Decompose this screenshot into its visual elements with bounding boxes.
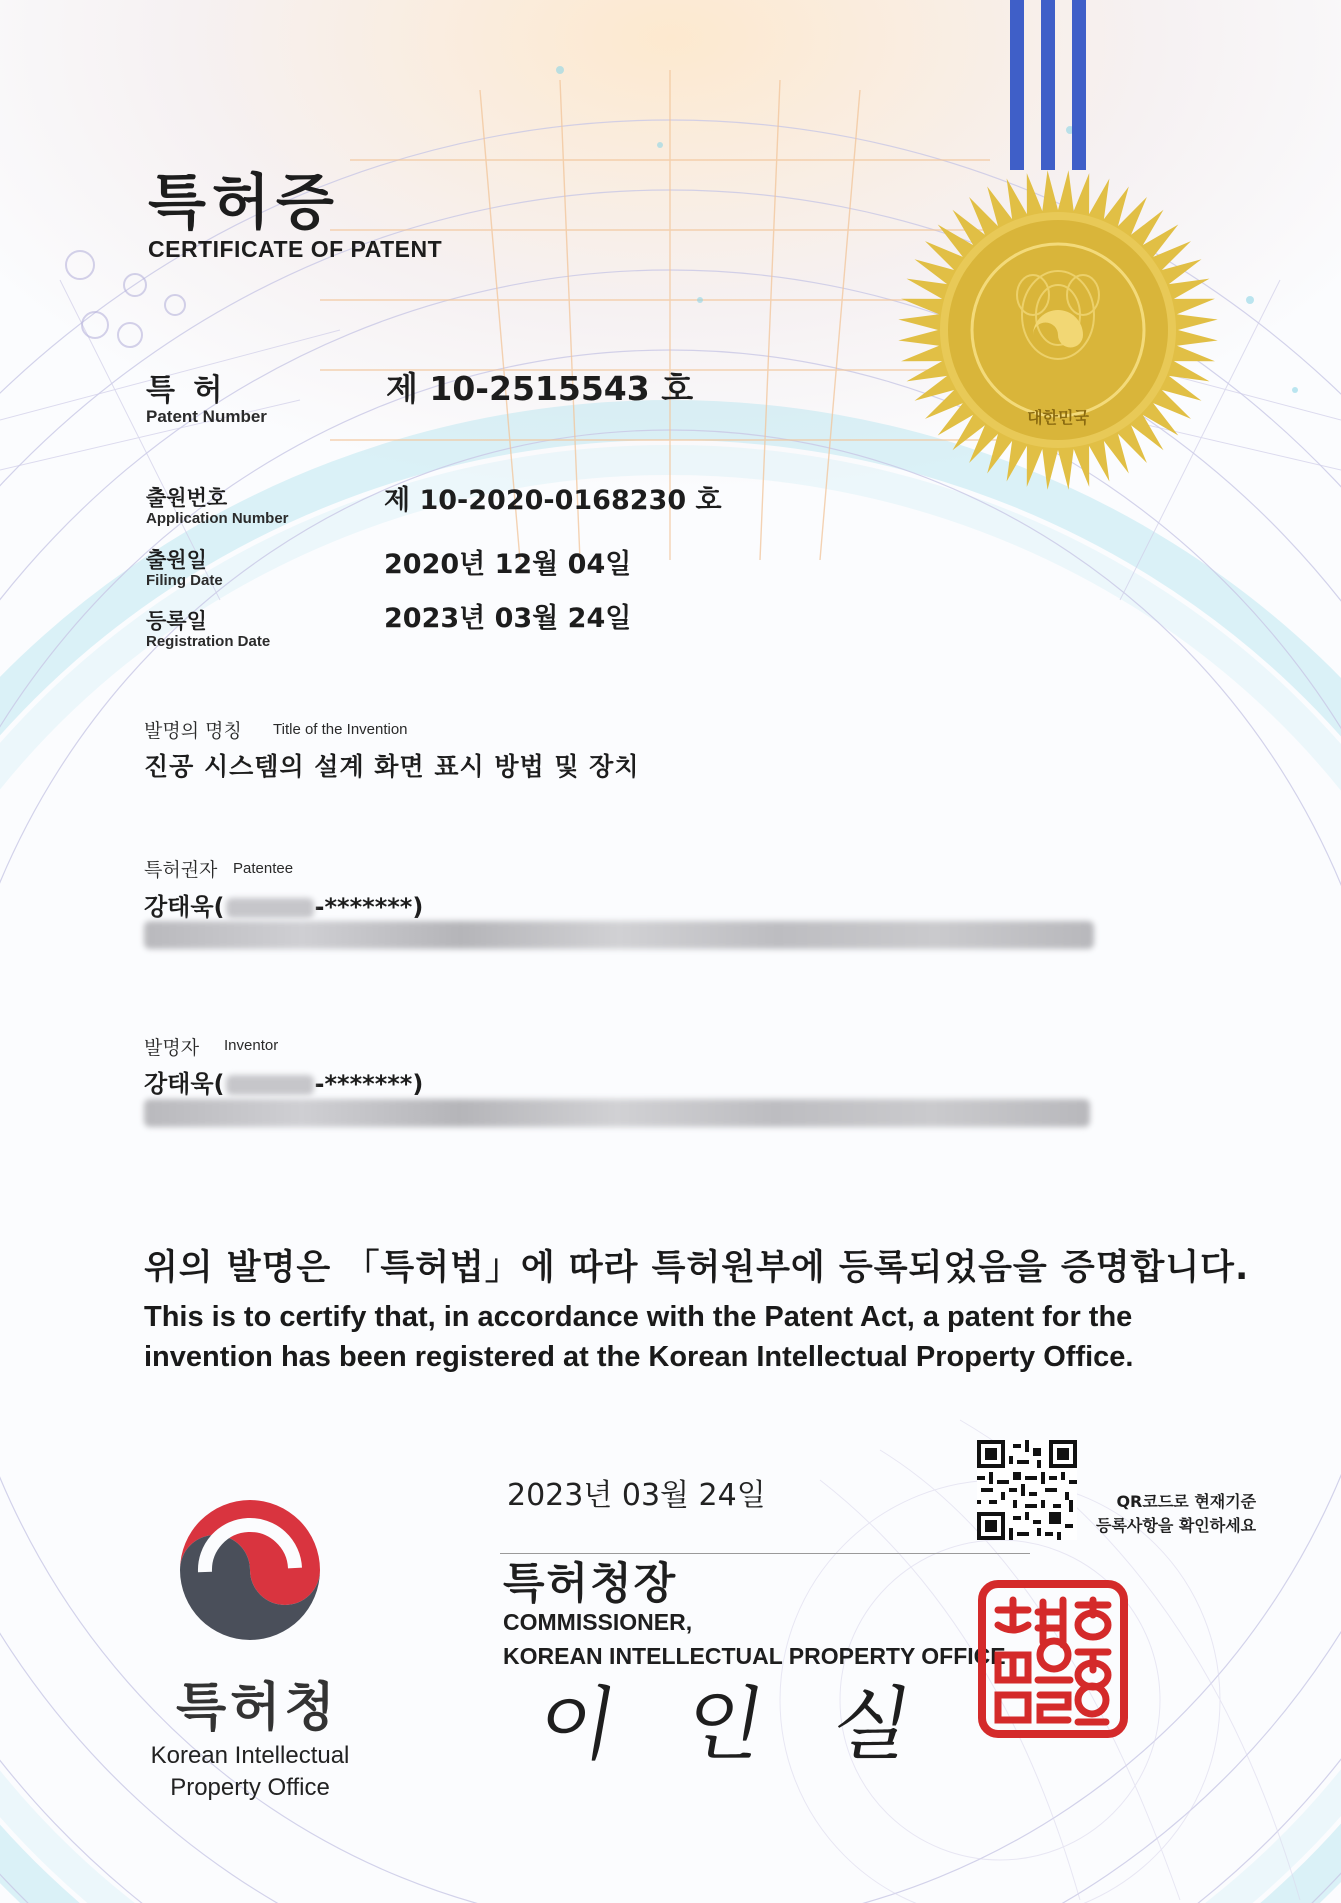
issue-date: 2023년 03월 24일 xyxy=(507,1478,766,1513)
ribbon-left xyxy=(1010,0,1024,170)
qr-instruction-line1: QR코드로 현재기준 xyxy=(1116,1492,1257,1511)
redacted-address xyxy=(144,1099,1090,1127)
patentee-name-text: 강태욱( xyxy=(144,893,225,921)
patent-number-label: 특 허 xyxy=(146,373,227,408)
invention-title: 진공 시스템의 설계 화면 표시 방법 및 장치 xyxy=(144,752,640,781)
commissioner-signature: 이인실 xyxy=(530,1678,989,1771)
application-number-value: 제 10-2020-0168230 호 xyxy=(384,485,722,516)
filing-date-value: 2020년 12월 04일 xyxy=(384,549,632,580)
kipo-logo-icon xyxy=(170,1490,330,1650)
ribbon-right xyxy=(1072,0,1086,170)
redacted-id xyxy=(226,1075,314,1095)
kipo-name-ko: 특허청 xyxy=(176,1678,339,1738)
kipo-name-line2: Property Office xyxy=(170,1774,330,1801)
kipo-name-en xyxy=(138,1740,362,1804)
application-number-label: 출원번호 xyxy=(146,486,228,510)
qr-code-icon[interactable] xyxy=(977,1440,1077,1540)
patent-number-label-en: Patent Number xyxy=(146,407,267,426)
filing-date-label-en: Filing Date xyxy=(146,572,223,589)
invention-title-label: 발명의 명칭 xyxy=(144,720,242,742)
redacted-id xyxy=(226,898,314,918)
registration-date-value: 2023년 03월 24일 xyxy=(384,603,632,634)
commissioner-line2: KOREAN INTELLECTUAL PROPERTY OFFICE xyxy=(503,1643,1006,1669)
inventor-label: 발명자 xyxy=(144,1037,200,1059)
patentee-name xyxy=(144,887,423,922)
registration-date-label: 등록일 xyxy=(146,609,207,633)
inventor-name-text: 강태욱( xyxy=(144,1070,225,1098)
qr-instruction-line2: 등록사항을 확인하세요 xyxy=(1096,1516,1257,1535)
inventor-id-suffix: -*******) xyxy=(314,1070,424,1098)
official-red-seal-icon xyxy=(978,1580,1128,1738)
commissioner-title-ko: 특허청장 xyxy=(503,1559,678,1609)
commissioner-divider xyxy=(500,1553,1030,1554)
patentee-label-en: Patentee xyxy=(233,860,294,877)
svg-text:대한민국: 대한민국 xyxy=(1027,408,1089,427)
kipo-name-line1: Korean Intellectual xyxy=(150,1742,350,1769)
gold-seal-icon xyxy=(893,165,1223,495)
certificate-title: 특허증 xyxy=(148,168,340,238)
ribbon-middle xyxy=(1041,0,1055,170)
registration-date-label-en: Registration Date xyxy=(146,633,271,650)
inventor-label-en: Inventor xyxy=(224,1037,279,1054)
invention-title-label-en: Title of the Invention xyxy=(273,721,408,738)
qr-instruction xyxy=(1096,1490,1256,1538)
certification-statement-en: This is to certify that, in accordance with the Patent Act, a patent for the invention has been registered at the Korean Intellectual Property Office. xyxy=(144,1301,1134,1373)
filing-date-label: 출원일 xyxy=(146,548,207,572)
commissioner-line1: COMMISSIONER, xyxy=(503,1609,693,1635)
certificate-subtitle: CERTIFICATE OF PATENT xyxy=(148,236,443,262)
patentee-label: 특허권자 xyxy=(144,859,218,881)
patentee-id-suffix: -*******) xyxy=(314,893,424,921)
redacted-address xyxy=(144,921,1094,949)
patent-number-value: 제 10-2515543 호 xyxy=(386,369,694,408)
application-number-label-en: Application Number xyxy=(146,510,289,527)
inventor-name xyxy=(144,1064,423,1099)
certification-statement-ko: 위의 발명은 「특허법」에 따라 특허원부에 등록되었음을 증명합니다. xyxy=(144,1248,1250,1288)
